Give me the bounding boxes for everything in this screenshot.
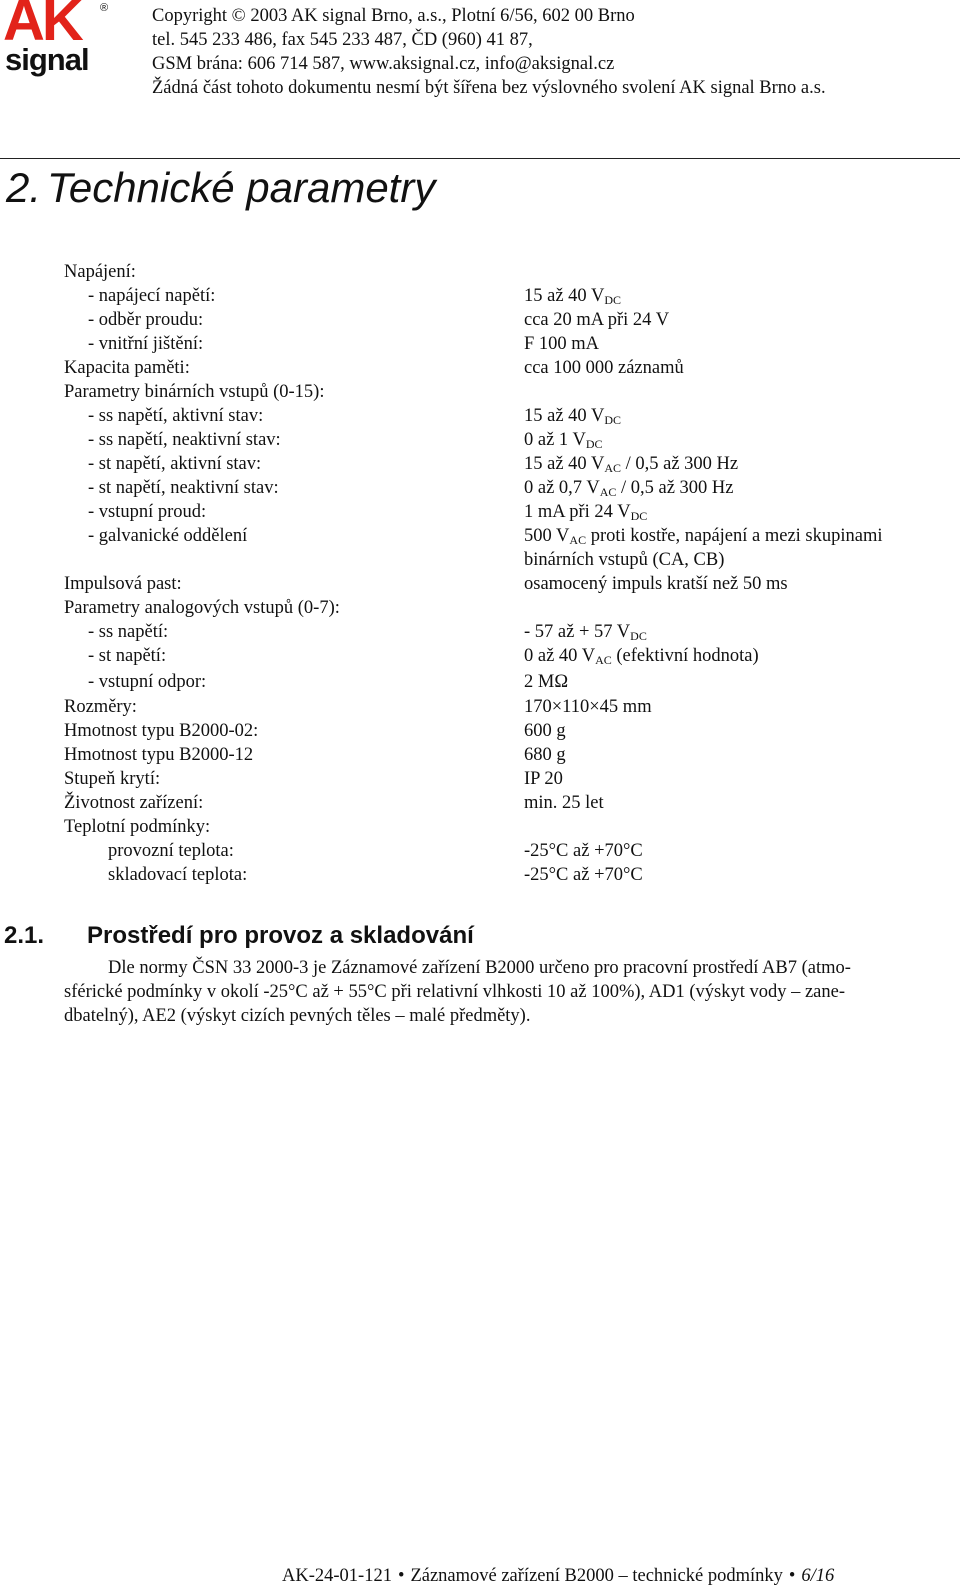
param-value: 1 mA při 24 $V_{DC}$ (524, 502, 648, 523)
page-footer (282, 1564, 834, 1588)
param-label: provozní teplota: (108, 841, 234, 861)
param-value: 170×110×45 mm (524, 697, 652, 717)
param-label: Stupeň krytí: (64, 769, 161, 789)
param-value: 600 g (524, 721, 566, 741)
param-label: Impulsová past: (64, 574, 182, 594)
param-value: 15 až 40 $V_{DC}$ (524, 406, 621, 427)
param-value: 0 až 40 $V_{AC}$ (efektivní hodnota) (524, 646, 759, 667)
environment-paragraph (64, 956, 952, 1028)
company-logo (3, 2, 118, 78)
param-label: - st napětí, aktivní stav: (88, 454, 262, 474)
logo-ak-text: AK (3, 0, 81, 53)
param-label: Kapacita paměti: (64, 358, 190, 378)
header-line-4: Žádná část tohoto dokumentu nesmí být šířena bez výslovného svolení AK signal Brno a.s. (152, 78, 826, 98)
param-label: skladovací teplota: (108, 865, 248, 885)
param-label: - ss napětí, neaktivní stav: (88, 430, 281, 450)
param-label: Napájení: (64, 262, 136, 282)
section-title: Technické parametry (47, 164, 436, 211)
param-label: - st napětí: (88, 646, 167, 666)
param-value: cca 20 mA při 24 V (524, 310, 670, 330)
logo-signal-text: signal (5, 42, 89, 77)
bullet-separator: • (788, 1566, 796, 1586)
param-value: cca 100 000 záznamů (524, 358, 684, 378)
param-value-continued: binárních vstupů (CA, CB) (524, 550, 725, 570)
param-label: - vnitřní jištění: (88, 334, 204, 354)
section-heading (6, 163, 435, 213)
param-group-label: Teplotní podmínky: (64, 817, 211, 837)
param-label: Hmotnost typu B2000-12 (64, 745, 254, 765)
param-label: - ss napětí, aktivní stav: (88, 406, 264, 426)
param-label: - vstupní odpor: (88, 672, 207, 692)
param-value: - 57 až + 57 $V_{DC}$ (524, 622, 647, 643)
subsection-number: 2.1. (4, 922, 45, 949)
param-value: 15 až 40 $V_{AC} / 0,5$ až 300 Hz (524, 454, 739, 475)
paragraph-line: sférické podmínky v okolí -25°C až + 55°C při relativní vlhkosti 10 až 100%), AD1 (výskyt vody – zane- (64, 982, 846, 1002)
document-id: AK-24-01-121 (282, 1566, 392, 1586)
header-line-3: GSM brána: 606 714 587, www.aksignal.cz, info@aksignal.cz (152, 54, 615, 74)
registered-mark: ® (100, 2, 109, 14)
copyright-header (152, 4, 826, 100)
param-label: Životnost zařízení: (64, 793, 204, 813)
param-label: - st napětí, neaktivní stav: (88, 478, 279, 498)
header-line-1: Copyright © 2003 AK signal Brno, a.s., Plotní 6/56, 602 00 Brno (152, 6, 635, 26)
param-label: - galvanické oddělení (88, 526, 248, 546)
paragraph-line: Dle normy ČSN 33 2000-3 je Záznamové zařízení B2000 určeno pro pracovní prostředí AB7 (atmo- (108, 958, 851, 978)
param-value: 0 až 0,7 $V_{AC} / 0,5$ až 300 Hz (524, 478, 734, 499)
param-value: 680 g (524, 745, 566, 765)
param-value: F 100 mA (524, 334, 600, 354)
paragraph-line: dbatelný), AE2 (výskyt cizích pevných těles – malé předměty). (64, 1006, 531, 1026)
bullet-separator: • (397, 1566, 405, 1586)
param-label: - ss napětí: (88, 622, 169, 642)
page-number: 6/16 (801, 1566, 835, 1586)
header-line-2: tel. 545 233 486, fax 545 233 487, ČD (960) 41 87, (152, 30, 533, 50)
param-label: - napájecí napětí: (88, 286, 216, 306)
param-group-label: Parametry binárních vstupů (0-15): (64, 382, 325, 402)
param-label: - vstupní proud: (88, 502, 207, 522)
param-value: 0 až 1 $V_{DC}$ (524, 430, 603, 451)
param-label: Hmotnost typu B2000-02: (64, 721, 259, 741)
header-divider (0, 158, 960, 159)
param-value: IP 20 (524, 769, 563, 789)
param-value: 15 až 40 $V_{DC}$ (524, 286, 621, 307)
param-value: -25°C až +70°C (524, 865, 643, 885)
param-label: - odběr proudu: (88, 310, 204, 330)
param-value: 500 $V_{AC}$ proti kostře, napájení a mezi skupinami (524, 526, 883, 547)
document-title: Záznamové zařízení B2000 – technické podmínky (410, 1566, 783, 1586)
param-value: -25°C až +70°C (524, 841, 643, 861)
param-group-label: Parametry analogových vstupů (0-7): (64, 598, 340, 618)
param-value: osamocený impuls kratší než 50 ms (524, 574, 788, 594)
section-number: 2. (6, 164, 42, 211)
param-value: min. 25 let (524, 793, 604, 813)
subsection-heading (4, 921, 474, 951)
param-label: Rozměry: (64, 697, 137, 717)
subsection-title: Prostředí pro provoz a skladování (87, 922, 474, 949)
param-value: 2 MΩ (524, 672, 569, 692)
